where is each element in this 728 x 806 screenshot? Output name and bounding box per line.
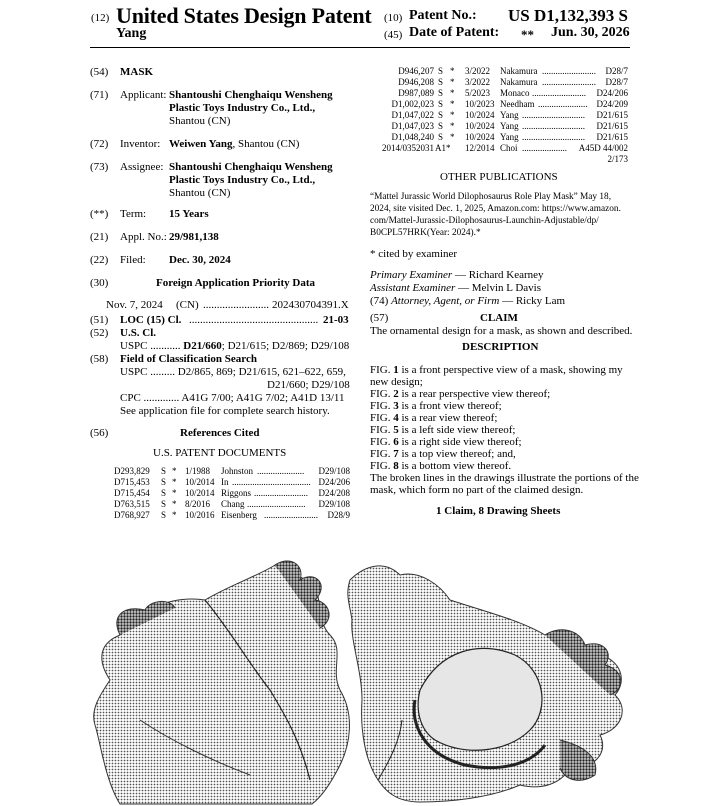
uspc-primary-class: D21/660 [183,340,222,352]
ref-dots: ........................ [542,77,596,87]
ref-number: D1,047,022 [391,110,434,120]
assistant-examiner-name: — Melvin L Davis [455,282,541,294]
uscl-code: (52) [90,327,109,339]
uspc-other-classes: ; D21/615; D2/869; D29/108 [221,340,350,352]
figure-description-continuation: new design; [370,376,423,388]
ref-date: 5/2023 [465,88,491,98]
term-code: (**) [90,208,109,220]
ref-date: 10/2024 [465,121,495,131]
inventor-code: (72) [90,138,109,150]
refs-code: (56) [90,427,109,439]
ref-kind: S [161,466,167,476]
ref-class: D28/9 [327,510,350,520]
assignee-name-line2: Plastic Toys Industry Co., Ltd., [169,174,316,186]
ref-star: * [450,88,455,98]
ref-star: * [450,77,455,87]
field-uspc-line2: D21/660; D29/108 [267,379,350,391]
ref-name: Needham [500,99,535,109]
claims-and-sheets: 1 Claim, 8 Drawing Sheets [436,505,561,517]
ref-date: 3/2022 [465,66,491,76]
ref-dots: ........................ [532,88,586,98]
ref-class: D21/615 [596,110,628,120]
fap-code: (30) [90,277,109,289]
ref-dots: ............................ [522,132,585,142]
description-title: DESCRIPTION [462,341,539,353]
ref-name: Nakamura [500,66,538,76]
applicant-label: Applicant: [120,89,167,101]
ref-date: 10/2016 [185,510,215,520]
ref-star: * [172,499,177,509]
us-docs-title: U.S. PATENT DOCUMENTS [153,447,287,459]
ref-star: * [450,132,455,142]
publication-line4: B0CPL57HRK(Year: 2024).* [370,228,481,238]
appl-number: 29/981,138 [169,231,219,243]
field-code: (58) [90,353,109,365]
loc-code: (51) [90,314,109,326]
ref-class-continuation: 2/173 [607,154,628,164]
claim-text: The ornamental design for a mask, as shown and described. [370,325,633,337]
fap-number: 202430704391.X [272,299,349,311]
ref-dots: ...................... [538,99,588,109]
header-rule [90,47,630,48]
date-label: Date of Patent: [409,25,500,40]
filed-date: Dec. 30, 2024 [169,254,231,266]
figure-description: FIG. 5 is a left side view thereof; [370,424,516,436]
ref-dots: ............................ [522,121,585,131]
ref-name: Eisenberg [221,510,257,520]
mask-drawing-left [94,561,350,804]
figure-description: FIG. 3 is a front view thereof; [370,400,502,412]
ref-star: * [172,477,177,487]
ref-star: * [450,121,455,131]
uspc-dots: ........... [150,340,181,352]
ref-name: Yang [500,132,519,142]
ref-name: In [221,477,229,487]
loc-dots: ............................................... [189,314,319,326]
header-code-45: (45) [384,29,403,41]
applicant-name-line2: Plastic Toys Industry Co., Ltd., [169,102,316,114]
inventor-city: , Shantou (CN) [232,138,300,150]
ref-number: D768,927 [114,510,150,520]
ref-kind: S [438,110,444,120]
ref-kind: S [438,77,444,87]
ref-dots: ................................... [232,477,311,487]
ref-name: Choi [500,143,518,153]
ref-dots: ............................ [522,110,585,120]
ref-dots: .......................... [247,499,306,509]
inventor-label: Inventor: [120,138,161,150]
uspc-label: USPC [120,340,148,352]
field-cpc: CPC ............. A41G 7/00; A41G 7/02; A41D 13/11 [120,392,345,404]
refs-title: References Cited [180,427,260,439]
cited-by-examiner: * cited by examiner [370,248,458,260]
patent-no-label: Patent No.: [409,8,477,23]
ref-dots: ........................ [264,510,318,520]
field-title: Field of Classification Search [120,353,257,365]
ref-name: Johnston [221,466,254,476]
ref-number: D1,047,023 [391,121,434,131]
ref-name: Monaco [500,88,530,98]
term-value: 15 Years [169,208,209,220]
ref-date: 10/2024 [465,110,495,120]
appl-label: Appl. No.: [120,231,167,243]
field-note: See application file for complete search history. [120,405,330,417]
ref-star: * [450,110,455,120]
ref-date: 1/1988 [185,466,211,476]
title-code: (54) [90,66,109,78]
broken-lines-note-line1: The broken lines in the drawings illustrate the portions of the [370,472,639,484]
attorney-label: Attorney, Agent, or Firm [391,295,500,307]
ref-number: D987,089 [398,88,434,98]
fap-date: Nov. 7, 2024 [106,299,163,311]
ref-number: D1,048,240 [391,132,434,142]
ref-star: * [172,488,177,498]
assignee-label: Assignee: [120,161,164,173]
ref-name: Chang [221,499,245,509]
figure-description: FIG. 7 is a top view thereof; and, [370,448,516,460]
ref-class: D28/7 [605,66,628,76]
other-publications-title: OTHER PUBLICATIONS [440,171,558,183]
assignee-code: (73) [90,161,109,173]
ref-kind: S [161,477,167,487]
claim-title: CLAIM [480,312,518,324]
ref-number: D946,207 [398,66,434,76]
header-code-10: (10) [384,12,403,24]
ref-star: * [450,99,455,109]
ref-date: 12/2014 [465,143,495,153]
field-uspc-line1: USPC ......... D2/865, 869; D21/615, 621–622, 659, [120,366,346,378]
patent-number: US D1,132,393 S [508,6,628,25]
mask-drawing-right [348,566,622,802]
ref-date: 10/2024 [465,132,495,142]
ref-class: D21/615 [596,132,628,142]
broken-lines-note-line2: mask, which form no part of the claimed design. [370,484,584,496]
publication-line3: com/Mattel-Jurassic-Dilophosaurus-Launchin-Adjustable/dp/ [370,216,599,226]
assignee-name-line1: Shantoushi Chenghaiqu Wensheng [169,161,333,173]
appl-code: (21) [90,231,109,243]
ref-class: D21/615 [596,121,628,131]
fap-dots: ........................ [203,299,269,311]
ref-name: Yang [500,121,519,131]
figure-description: FIG. 8 is a bottom view thereof. [370,460,512,472]
applicant-name-line1: Shantoushi Chenghaiqu Wensheng [169,89,333,101]
loc-value: 21-03 [323,314,349,326]
primary-examiner-name: — Richard Kearney [452,269,544,281]
figure-description: FIG. 1 is a front perspective view of a mask, showing my [370,364,623,376]
ref-class: D24/206 [596,88,628,98]
publication-line1: “Mattel Jurassic World Dilophosaurus Role Play Mask” May 18, [370,192,612,202]
ref-kind: S [438,99,444,109]
ref-kind: S [161,488,167,498]
ref-star: * [172,466,177,476]
applicant-city: Shantou (CN) [169,115,231,127]
ref-name: Yang [500,110,519,120]
ref-kind: S [161,499,167,509]
ref-date: 8/2016 [185,499,211,509]
applicant-code: (71) [90,89,109,101]
ref-dots: ..................... [257,466,305,476]
ref-name: Riggons [221,488,252,498]
ref-name: Nakamura [500,77,538,87]
ref-number: D1,002,023 [391,99,434,109]
ref-kind: S [438,88,444,98]
fap-country: (CN) [176,299,199,311]
ref-dots: ........................ [542,66,596,76]
inventor-short: Yang [116,26,147,41]
ref-date: 10/2014 [185,488,215,498]
publication-line2: 2024, site visited Dec. 1, 2025, Amazon.com: https://www.amazon. [370,204,621,214]
fap-title: Foreign Application Priority Data [156,277,315,289]
ref-number: D293,829 [114,466,150,476]
ref-class: D24/209 [596,99,628,109]
ref-number: D763,515 [114,499,150,509]
ref-star: * [172,510,177,520]
claim-code: (57) [370,312,389,324]
ref-dots: .................... [522,143,567,153]
primary-examiner-label: Primary Examiner [370,269,453,281]
ref-class: A45D 44/002 [578,143,628,153]
inventor-name: Weiwen Yang [169,138,233,150]
ref-kind: S [438,121,444,131]
loc-label: LOC (15) Cl. [120,314,182,326]
filed-label: Filed: [120,254,146,266]
ref-number: D715,454 [114,488,150,498]
ref-kind: S [161,510,167,520]
patent-type-title: United States Design Patent [116,3,372,28]
ref-class: D24/208 [318,488,350,498]
ref-star: * [450,66,455,76]
representative-drawing [0,540,728,806]
term-label: Term: [120,208,147,220]
header-code-12: (12) [91,12,110,24]
ref-number: D946,208 [398,77,434,87]
date-mark: ** [521,27,534,42]
ref-dots: ........................ [254,488,308,498]
attorney-code: (74) [370,295,389,307]
design-title: MASK [120,66,153,78]
ref-number: 2014/0352031 [381,143,434,153]
ref-kind: S [438,132,444,142]
ref-class: D29/108 [318,499,350,509]
ref-kind: A1* [435,143,451,153]
ref-date: 10/2023 [465,99,495,109]
ref-kind: S [438,66,444,76]
uscl-label: U.S. Cl. [120,327,157,339]
ref-class: D24/206 [318,477,350,487]
ref-date: 3/2022 [465,77,491,87]
ref-date: 10/2014 [185,477,215,487]
filed-code: (22) [90,254,109,266]
attorney-name: — Ricky Lam [499,295,566,307]
patent-date: Jun. 30, 2026 [551,25,630,40]
ref-number: D715,453 [114,477,150,487]
figure-description: FIG. 2 is a rear perspective view thereof; [370,388,551,400]
assistant-examiner-label: Assistant Examiner [370,282,456,294]
figure-description: FIG. 4 is a rear view thereof; [370,412,498,424]
ref-class: D28/7 [605,77,628,87]
assignee-city: Shantou (CN) [169,187,231,199]
figure-description: FIG. 6 is a right side view thereof; [370,436,522,448]
ref-class: D29/108 [318,466,350,476]
